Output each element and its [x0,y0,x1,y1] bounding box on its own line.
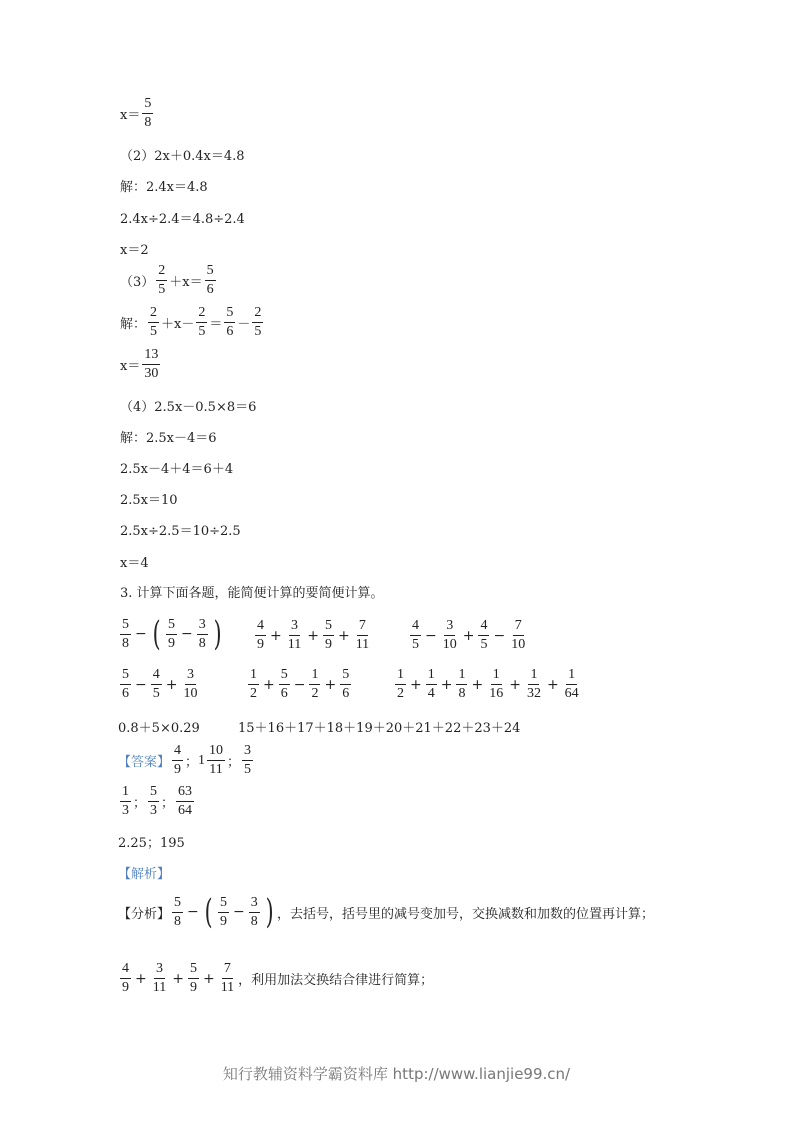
text: 2.5x÷2.5＝10÷2.5 [120,524,241,539]
expression [238,717,520,736]
text: （3） [120,275,155,290]
fraction: $\frac{1}{16}$ [489,667,504,701]
solution-line [120,239,149,258]
fraction: $\frac{4}{9}$ [174,743,182,777]
minus-sign: − [425,627,437,644]
text: x＝4 [120,556,149,571]
text: （4）2.5x－0.5×8＝6 [120,400,257,415]
plus-sign: + [462,627,475,644]
problem-line [120,264,218,297]
separator: ； [227,755,241,770]
analysis-tag: 【解析】 [118,867,171,882]
fraction: $\frac{1}{32}$ [526,667,541,701]
plus-sign: + [410,676,422,693]
plus-sign: + [270,627,282,644]
fraction: $\frac{4}{9}$ [122,961,129,995]
answer-line [118,744,255,777]
minus-sign: − [135,626,147,642]
text: 2.4x÷2.4＝4.8÷2.4 [120,212,245,227]
fraction: $\frac{4}{5}$ [152,667,160,701]
right-paren: ) [213,614,222,654]
fraction: $\frac{10}{11}$ [209,743,224,777]
plus-sign: + [165,676,178,693]
fraction: $\frac{3}{10}$ [183,667,198,701]
text: 解：2.4x＝4.8 [120,180,208,195]
fraction: $\frac{5}{6}$ [226,305,234,339]
plus-sign: + [509,676,521,693]
fraction: $\frac{7}{11}$ [355,618,370,652]
text: 2.25；195 [118,836,185,851]
fraction: $\frac{1}{8}$ [458,667,466,701]
analysis-label: 【分析】 [118,906,171,922]
problem-line [120,145,245,164]
separator: ； [161,796,175,811]
separator: ； [133,796,147,811]
solution-line [120,520,241,539]
left-paren: ( [204,892,213,932]
fraction: $\frac{1}{3}$ [122,784,129,818]
answer-line [118,832,185,851]
analysis-line [118,962,433,995]
text: ，利用加法交换结合律进行简算； [238,973,434,988]
plus-sign: + [324,676,337,693]
fraction: $\frac{2}{5}$ [158,263,166,297]
text: x＝ [120,108,141,123]
expression [118,717,200,736]
expression [246,668,353,701]
expression [253,619,373,652]
fraction: $\frac{7}{10}$ [511,618,526,652]
minus-sign: − [187,904,199,920]
fraction: $\frac{4}{9}$ [257,618,264,652]
fraction: $\frac{7}{11}$ [220,961,235,995]
plus-sign: + [202,970,215,987]
fraction: $\frac{13}{30}$ [144,347,159,381]
fraction: $\frac{2}{5}$ [254,305,262,339]
fraction: $\frac{1}{4}$ [427,667,435,701]
fraction: $\frac{1}{64}$ [564,667,579,701]
fraction: $\frac{3}{10}$ [442,618,457,652]
analysis-line [118,892,655,932]
separator: ； [185,755,199,770]
solution-line [120,427,217,446]
text: ＝ [209,317,223,332]
solution-line [120,458,233,477]
plus-sign: + [440,676,453,693]
fraction: $\frac{1}{2}$ [311,667,319,701]
fraction: $\frac{3}{11}$ [152,961,167,995]
fraction: $\frac{5}{8}$ [174,894,182,929]
text: 2.5x－4＋4＝6＋4 [120,462,234,477]
minus-sign: − [181,626,193,642]
text: ＋x－ [161,317,195,332]
solution-line [120,176,208,195]
solution-line [120,348,162,381]
fraction: $\frac{5}{8}$ [144,96,152,130]
fraction: $\frac{5}{9}$ [324,618,332,652]
solution-line [120,552,149,571]
fraction: $\frac{3}{5}$ [244,743,252,777]
text: 3. 计算下面各题，能简便计算的要简便计算。 [120,586,384,601]
fraction: $\frac{5}{8}$ [122,616,129,651]
minus-sign: − [493,627,506,644]
expression [393,668,583,701]
fraction: $\frac{2}{5}$ [150,305,158,339]
fraction: $\frac{5}{6}$ [122,667,129,701]
answer-line [118,785,196,818]
left-paren: ( [152,614,161,654]
fraction: $\frac{5}{9}$ [220,894,228,929]
fraction: $\frac{5}{9}$ [189,961,197,995]
expression [118,668,201,701]
answer-tag: 【答案】 [118,755,171,770]
plus-sign: + [471,676,484,693]
analysis-heading [118,863,170,882]
question-heading [120,582,384,601]
minus-sign: − [135,676,147,693]
fraction: $\frac{2}{5}$ [198,305,206,339]
plus-sign: + [135,970,147,987]
plus-sign: + [337,627,350,644]
solution-line [120,97,155,130]
minus-sign: − [233,904,245,920]
solution-line [120,489,178,508]
minus-sign: − [293,676,306,693]
fraction: $\frac{3}{8}$ [250,894,258,929]
problem-line [120,396,256,415]
text: ，去括号，括号里的减号变加号，交换减数和加数的位置再计算； [277,906,655,922]
fraction: $\frac{1}{2}$ [397,667,404,701]
plus-sign: + [546,676,559,693]
fraction: $\frac{5}{6}$ [280,667,288,701]
text: （2）2x＋0.4x＝4.8 [120,149,245,164]
right-paren: ) [265,892,274,932]
fraction: $\frac{3}{11}$ [287,618,302,652]
text: x＝ [120,359,141,374]
text: ＋x＝ [169,275,203,290]
text: 0.8＋5×0.29 [118,721,200,736]
expression [118,614,225,654]
plus-sign: + [263,676,275,693]
solution-line [120,208,245,227]
mixed-integer: 1 [198,752,206,768]
text: － [237,317,251,332]
plus-sign: + [172,970,184,987]
text: x＝2 [120,243,149,258]
fraction: $\frac{5}{3}$ [150,784,158,818]
fraction: $\frac{1}{2}$ [250,667,257,701]
fraction: $\frac{5}{9}$ [168,616,175,651]
fraction: $\frac{5}{6}$ [206,263,214,297]
fraction: $\frac{4}{5}$ [480,618,488,652]
expression [408,619,529,652]
fraction: $\frac{4}{5}$ [412,618,419,652]
fraction: $\frac{3}{8}$ [198,616,206,651]
fraction: $\frac{5}{6}$ [342,667,350,701]
text: 解： [120,317,147,332]
plus-sign: + [307,627,319,644]
solution-line [120,306,265,339]
text: 15＋16＋17＋18＋19＋20＋21＋22＋23＋24 [238,721,521,736]
text: 解：2.5x－4＝6 [120,431,217,446]
footer-watermark[interactable]: 知行教辅资料学霸资料库 http://www.lianjie99.cn/ [222,1065,571,1083]
text: 2.5x＝10 [120,493,178,508]
fraction: $\frac{63}{64}$ [178,784,193,818]
